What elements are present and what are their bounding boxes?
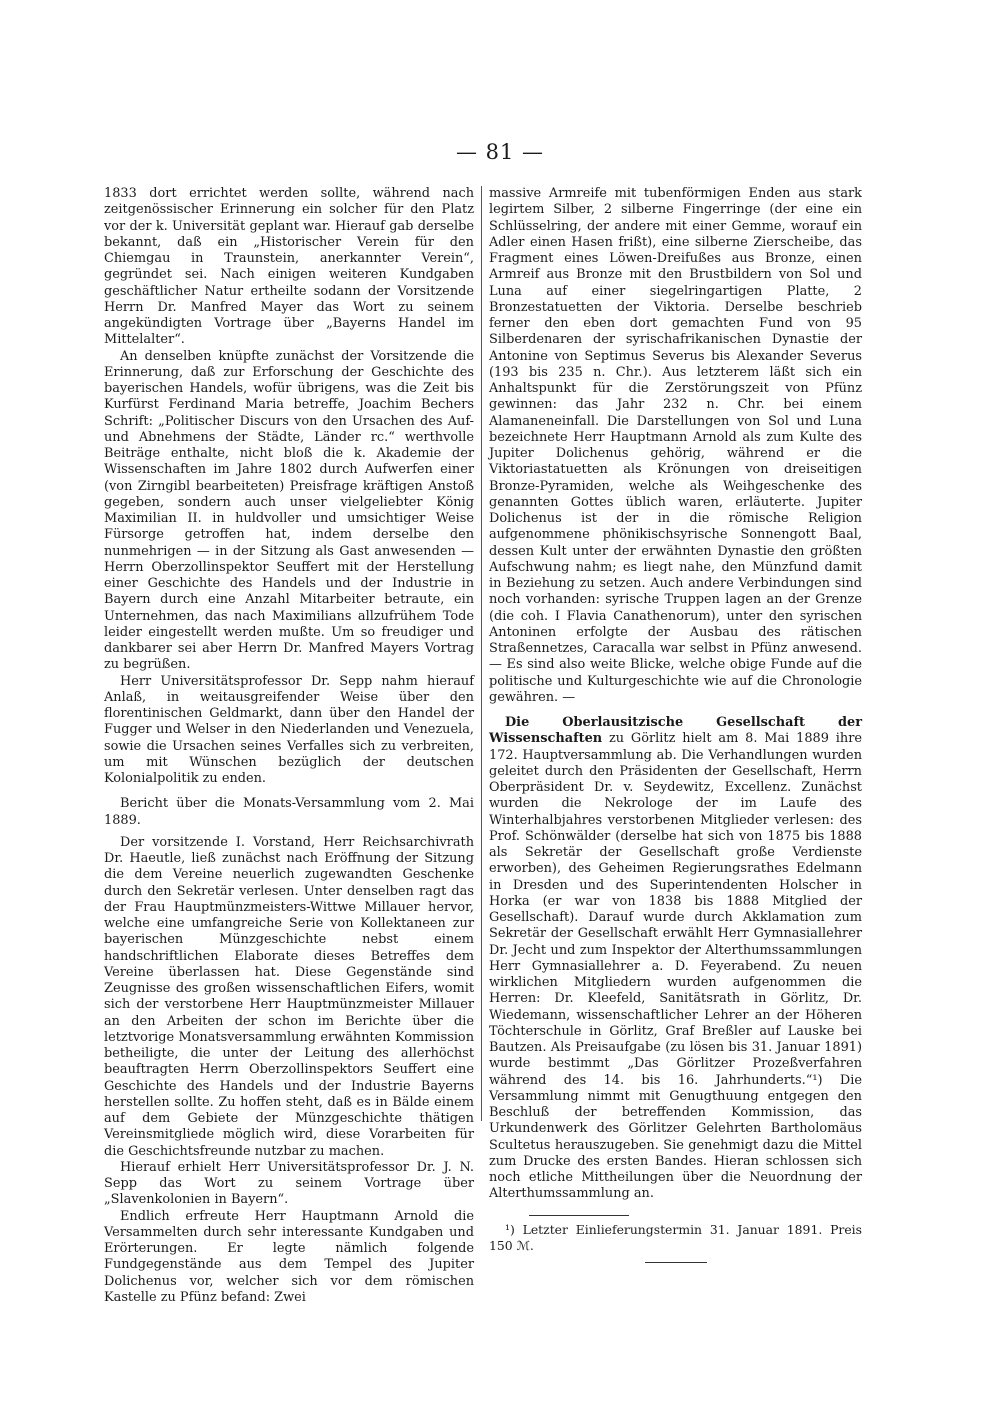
paragraph: Herr Universitätsprofessor Dr. Sepp nahm hierauf Anlaß, in weitausgreifender Weise über den florentinischen Geldmarkt, dann über den Handel der Fugger und Welser in den Niederlanden und Venezuela, sowie die Ursachen seines Verfalles sich zu verbreiten, um mit Wünschen bezüglich der deutschen Kolonialpolitik zu enden. — [104, 673, 474, 786]
paragraph: Endlich erfreute Herr Hauptmann Arnold die Versammelten durch sehr interessante Kundgaben und Erörterungen. Er legte nämlich folgende Fundgegenstände aus dem Tempel des Jupiter Dolichenus vor, welcher sich vor dem römischen Kastelle zu Pfünz befand: Zwei — [104, 1208, 474, 1305]
paragraph: massive Armreife mit tubenförmigen Enden aus stark legirtem Silber, 2 silberne Fingerringe (der eine ein Schlüsselring, der andere mit einer Gemme, worauf ein Adler einen Hasen frißt), eine silberne Zierscheibe, das Fragment eines Löwen-Dreifußes aus Bronze, einen Armreif aus Bronze mit den Brustbildern von Sol und Luna auf einer siegelringartigen Platte, 2 Bronzestatuetten der Viktoria. Derselbe beschrieb ferner den eben dort gemachten Fund von 95 Silberdenaren der syrischafrikanischen Dynastie der Antonine von Septimus Severus bis Alexander Severus (193 bis 235 n. Chr.). Aus letzterem läßt sich ein Anhaltspunkt für die Zerstörungszeit von Pfünz gewinnen: das Jahr 232 n. Chr. bei einem Alamaneneinfall. Die Darstellungen von Sol und Luna bezeichnete Herr Hauptmann Arnold als zum Kulte des Jupiter Dolichenus gehörig, während er die Viktoriastatuetten als Krönungen von dreiseitigen Bronze-Pyramiden, welche als Weihgeschenke des genannten Gottes üblich waren, erläuterte. Jupiter Dolichenus ist der in die römische Religion aufgenommene phönikischsyrische Sonnengott Baal, dessen Kult unter der erwähnten Dynastie den größten Aufschwung nahm; es liegt nahe, den Münzfund damit in Beziehung zu setzen. Auch andere Verbindungen sind noch vorhanden: syrische Truppen lagen an der Grenze (die coh. I Flavia Canathenorum), unter den syrischen Antoninen erfolgte der Ausbau des rätischen Straßennetzes, Caracalla war selbst in Pfünz anwesend. — Es sind also weite Blicke, welche obige Funde auf die politische und Kulturgeschichte wie auf die Chronologie gewähren. — — [489, 186, 862, 705]
paragraph: Der vorsitzende I. Vorstand, Herr Reichsarchivrath Dr. Haeutle, ließ zunächst nach Eröffnung der Sitzung die dem Vereine neuerlich zugewandten Geschenke durch den Sekretär verlesen. Unter denselben ragt das der Frau Hauptmünzmeisters-Wittwe Millauer hervor, welche eine umfangreiche Serie von Kollektaneen zur bayerischen Münzgeschichte nebst einem handschriftlichen Elaborate dieses Betreffes dem Vereine überlassen hat. Diese Gegenstände sind Zeugnisse des großen wissenschaftlichen Eifers, womit sich der verstorbene Herr Hauptmünzmeister Millauer an den Arbeiten der schon im Berichte über die letztvorige Monatsversammlung erwähnten Kommission betheiligte, die unter der Leitung des allerhöchst beauftragten Herrn Oberzollinspektors Seuffert eine Geschichte des Handels und der Industrie Bayerns herstellen sollte. Zu hoffen steht, daß es in Bälde einem auf dem Gebiete der Münzgeschichte thätigen Vereinsmitgliede möglich wird, diese Vorarbeiten für die Geschichtsfreunde nutzbar zu machen. — [104, 834, 474, 1159]
oberlausitz-report — [489, 715, 862, 1203]
right-column — [489, 186, 862, 1263]
oberlausitz-heading: Die Oberlausitzische Gesellschaft der Wissenschaften — [489, 715, 862, 747]
oberlausitz-text: zu Görlitz hielt am 8. Mai 1889 ihre 172. Hauptversammlung ab. Die Verhandlungen wurden geleitet durch den Präsidenten der Gesellschaft, Herrn Oberpräsident Dr. v. Seydewitz, Excellenz. Zunächst wurden die Nekrologe der im Laufe des Winterhalbjahres verstorbenen Mitglieder verlesen: des Prof. Schönwälder (derselbe hat sich von 1875 bis 1888 als Sekretär der Gesellschaft große Verdienste erworben), des Geheimen Regierungsrathes Edelmann in Dresden und des Superintendenten Holscher in Horka (er war von 1838 bis 1888 Mitglied der Gesellschaft). Darauf wurde durch Akklamation zum Sekretär der Gesellschaft erwählt Herr Gymnasiallehrer Dr. Jecht und zum Inspektor der Alterthumssammlungen Herr Gymnasiallehrer a. D. Feyerabend. Zu neuen wirklichen Mitgliedern wurden aufgenommen die Herren: Dr. Kleefeld, Sanitätsrath in Görlitz, Dr. Wiedemann, wissenschaftlicher Lehrer an der Höheren Töchterschule in Görlitz, Graf Breßler auf Lauske bei Bautzen. Als Preisaufgabe (zu lösen bis 31. Januar 1891) wurde bestimmt „Das Görlitzer Prozeßverfahren während des 14. bis 16. Jahrhunderts.“¹) Die Versammlung nimmt mit Genugthuung entgegen den Beschluß der betreffenden Kommission, das Urkundenwerk des Görlitzer Gelehrten Bartholomäus Scultetus herauszugeben. Sie genehmigt dazu die Mittel zum Drucke des ersten Bandes. Hieran schlossen sich noch etliche Mittheilungen über die Neuordnung der Alterthumssammlung an. — [489, 731, 862, 1202]
page-number: — 81 — — [455, 140, 545, 164]
paragraph: Hierauf erhielt Herr Universitätsprofessor Dr. J. N. Sepp das Wort zu seinem Vortrage über „Slavenkolonien in Bayern“. — [104, 1159, 474, 1208]
footnote-rule — [529, 1215, 629, 1216]
column-divider — [481, 186, 482, 1121]
section-heading: Bericht über die Monats-Versammlung vom 2. Mai 1889. — [104, 796, 474, 828]
footnote: ¹) Letzter Einlieferungstermin 31. Januar 1891. Preis 150 ℳ. — [489, 1221, 862, 1253]
paragraph: An denselben knüpfte zunächst der Vorsitzende die Erinnerung, daß zur Erforschung der Geschichte des bayerischen Handels, wofür übrigens, was die Zeit bis Kurfürst Ferdinand Maria betreffe, Joachim Bechers Schrift: „Politischer Discurs von den Ursachen des Auf- und Abnehmens der Städte, Länder rc.“ werthvolle Beiträge enthalte, nicht bloß die k. Akademie der Wissenschaften im Jahre 1802 durch Aufwerfen einer (von Zirngibl bearbeiteten) Preisfrage kräftigen Anstoß gegeben, sondern auch unser vielgeliebter König Maximilian II. in huldvoller und umsichtiger Weise Fürsorge getroffen hat, indem derselbe den nunmehrigen — in der Sitzung als Gast anwesenden — Herrn Oberzollinspektor Seuffert mit der Herstellung einer Geschichte des Handels und der Industrie in Bayern durch eine Anzahl Mitarbeiter betraute, ein Unternehmen, das nach Maximilians allzufrühem Tode leider eingestellt werden mußte. Um so freudiger und dankbarer sei aber Herrn Dr. Manfred Mayers Vortrag zu begrüßen. — [104, 348, 474, 673]
left-column — [104, 186, 474, 1306]
paragraph: 1833 dort errichtet werden sollte, während nach zeitgenössischer Erinnerung ein solcher für den Platz vor der k. Universität geplant war. Hierauf gab derselbe bekannt, daß ein „Historischer Verein für den Chiemgau in Traunstein, anerkannter Verein“, gegründet sei. Nach einigen weiteren Kundgaben geschäftlicher Natur ertheilte sodann der Vorsitzende Herrn Dr. Manfred Mayer das Wort zu seinem angekündigten Vortrage über „Bayerns Handel im Mittelalter“. — [104, 186, 474, 348]
end-rule — [645, 1262, 707, 1263]
